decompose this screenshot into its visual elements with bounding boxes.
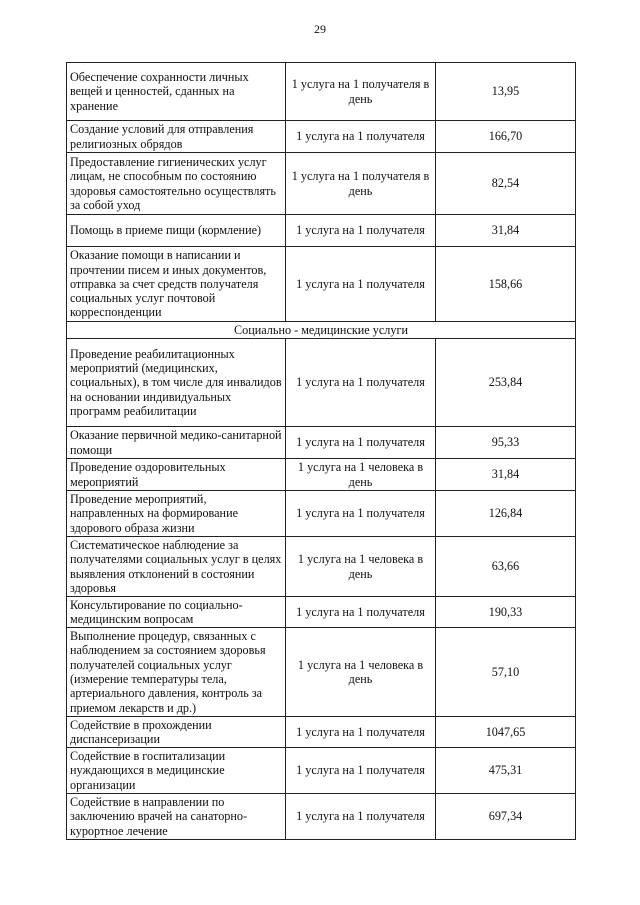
service-name: Консультирование по социально-медицинским вопросам	[67, 597, 286, 628]
service-price: 13,95	[436, 63, 576, 121]
table-row	[67, 537, 576, 597]
service-name: Оказание первичной медико-санитарной помощи	[67, 427, 286, 459]
service-unit: 1 услуга на 1 человека в день	[286, 459, 436, 491]
table-row	[67, 63, 576, 121]
service-price: 31,84	[436, 459, 576, 491]
service-price: 158,66	[436, 247, 576, 322]
service-price: 95,33	[436, 427, 576, 459]
service-unit: 1 услуга на 1 получателя в день	[286, 63, 436, 121]
service-unit: 1 услуга на 1 получателя	[286, 491, 436, 537]
section-title: Социально - медицинские услуги	[67, 322, 576, 339]
service-price: 253,84	[436, 339, 576, 427]
table-row	[67, 153, 576, 215]
service-unit: 1 услуга на 1 получателя	[286, 247, 436, 322]
service-unit: 1 услуга на 1 получателя	[286, 597, 436, 628]
service-name: Проведение реабилитационных мероприятий (медицинских, социальных), в том числе для инвалидов на основании индивидуальных программ реабилитации	[67, 339, 286, 427]
service-price: 57,10	[436, 628, 576, 717]
service-unit: 1 услуга на 1 получателя	[286, 427, 436, 459]
service-unit: 1 услуга на 1 человека в день	[286, 628, 436, 717]
service-unit: 1 услуга на 1 получателя	[286, 121, 436, 153]
service-name: Систематическое наблюдение за получателями социальных услуг в целях выявления отклонений в состоянии здоровья	[67, 537, 286, 597]
service-price: 166,70	[436, 121, 576, 153]
service-price: 1047,65	[436, 717, 576, 748]
service-name: Содействие в госпитализации нуждающихся в медицинские организации	[67, 748, 286, 794]
service-unit: 1 услуга на 1 получателя	[286, 717, 436, 748]
service-price: 63,66	[436, 537, 576, 597]
table-row	[67, 628, 576, 717]
section-header-row	[67, 322, 576, 339]
table-row	[67, 247, 576, 322]
service-unit: 1 услуга на 1 получателя	[286, 748, 436, 794]
service-name: Проведение оздоровительных мероприятий	[67, 459, 286, 491]
service-unit: 1 услуга на 1 получателя	[286, 794, 436, 840]
service-unit: 1 услуга на 1 получателя	[286, 215, 436, 247]
service-price: 126,84	[436, 491, 576, 537]
table-row	[67, 339, 576, 427]
service-name: Предоставление гигиенических услуг лицам, не способным по состоянию здоровья самостоятельно осуществлять за собой уход	[67, 153, 286, 215]
table-row	[67, 491, 576, 537]
service-unit: 1 услуга на 1 получателя	[286, 339, 436, 427]
table-row	[67, 427, 576, 459]
service-name: Проведение мероприятий, направленных на формирование здорового образа жизни	[67, 491, 286, 537]
service-price: 31,84	[436, 215, 576, 247]
page-number: 29	[314, 22, 326, 36]
service-price: 697,34	[436, 794, 576, 840]
service-price: 82,54	[436, 153, 576, 215]
service-unit: 1 услуга на 1 получателя в день	[286, 153, 436, 215]
service-name: Содействие в направлении по заключению врачей на санаторно-курортное лечение	[67, 794, 286, 840]
table-row	[67, 748, 576, 794]
table-row	[67, 597, 576, 628]
table-row	[67, 215, 576, 247]
service-unit: 1 услуга на 1 человека в день	[286, 537, 436, 597]
service-name: Содействие в прохождении диспансеризации	[67, 717, 286, 748]
service-name: Помощь в приеме пищи (кормление)	[67, 215, 286, 247]
table-row	[67, 459, 576, 491]
service-name: Создание условий для отправления религиозных обрядов	[67, 121, 286, 153]
table-row	[67, 121, 576, 153]
service-name: Обеспечение сохранности личных вещей и ценностей, сданных на хранение	[67, 63, 286, 121]
table-row	[67, 794, 576, 840]
table-row	[67, 717, 576, 748]
services-price-table	[66, 62, 576, 840]
service-name: Выполнение процедур, связанных с наблюдением за состоянием здоровья получателей социальных услуг (измерение температуры тела, артериального давления, контроль за приемом лекарств и др.)	[67, 628, 286, 717]
service-price: 475,31	[436, 748, 576, 794]
service-price: 190,33	[436, 597, 576, 628]
service-name: Оказание помощи в написании и прочтении писем и иных документов, отправка за счет средств получателя социальных услуг почтовой корреспонденции	[67, 247, 286, 322]
